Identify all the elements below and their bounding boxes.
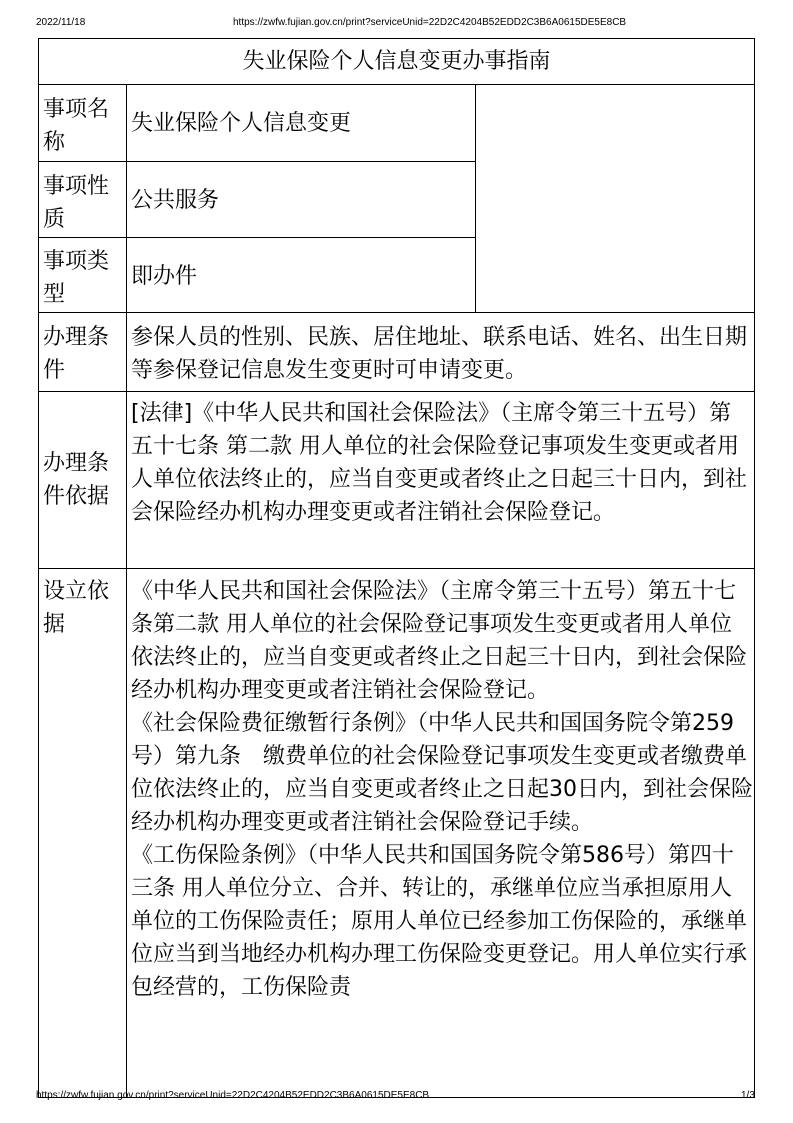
- row-divider: [39, 391, 755, 392]
- field-value-conditions: 参保人员的性别、民族、居住地址、联系电话、姓名、出生日期等参保登记信息发生变更时可申请变更。: [131, 325, 748, 383]
- row-divider: [39, 312, 755, 313]
- field-value-legal-basis: [131, 575, 753, 1004]
- row-divider: [39, 84, 755, 85]
- field-label-legal-basis: 设立依据: [43, 579, 110, 637]
- field-label-item-type: 事项类型: [43, 249, 110, 307]
- field-label-item-name: 事项名称: [43, 97, 110, 155]
- field-label-conditions: 办理条件: [43, 325, 110, 383]
- field-value-item-type: 即办件: [131, 264, 198, 289]
- legal-basis-paragraph: 《社会保险费征缴暂行条例》（中华人民共和国国务院令第259号）第九条 缴费单位的社会保险登记事项发生变更或者缴费单位依法终止的，应当自变更或者终止之日起30日内，到社会保险经办机构办理变更或者注销社会保险登记手续。: [131, 711, 753, 835]
- field-value-item-name: 失业保险个人信息变更: [131, 111, 352, 136]
- column-divider: [475, 84, 476, 313]
- row-divider: [39, 161, 475, 162]
- page-title: 失业保险个人信息变更办事指南: [242, 49, 551, 74]
- row-divider: [39, 568, 755, 569]
- legal-basis-paragraph: 《中华人民共和国社会保险法》（主席令第三十五号）第五十七条第二款 用人单位的社会保险登记事项发生变更或者用人单位依法终止的，应当自变更或者终止之日起三十日内，到社会保险经办机构办理变更或者注销社会保险登记。: [131, 579, 748, 703]
- field-label-item-nature: 事项性质: [43, 174, 110, 232]
- field-label-conditions-basis: 办理条件依据: [43, 451, 110, 509]
- page-number: 1/3: [741, 1090, 755, 1101]
- field-value-item-nature: 公共服务: [131, 188, 220, 213]
- print-url-footer: https://zwfw.fujian.gov.cn/print?serviceUnid=22D2C4204B52EDD2C3B6A0615DE5E8CB: [36, 1090, 430, 1101]
- field-value-conditions-basis: [法律]《中华人民共和国社会保险法》（主席令第三十五号）第五十七条 第二款 用人单位的社会保险登记事项发生变更或者用人单位依法终止的，应当自变更或者终止之日起三十日内，到社会保险经办机构办理变更或者注销社会保险登记。: [131, 401, 748, 525]
- row-divider: [39, 237, 475, 238]
- legal-basis-paragraph: 《工伤保险条例》（中华人民共和国国务院令第586号）第四十三条 用人单位分立、合并、转让的，承继单位应当承担原用人单位的工伤保险责任；原用人单位已经参加工伤保险的，承继单位应当到当地经办机构办理工伤保险变更登记。用人单位实行承包经营的，工伤保险责: [131, 843, 748, 1000]
- column-divider: [126, 84, 127, 1098]
- print-date: 2022/11/18: [36, 17, 86, 28]
- print-url-header: https://zwfw.fujian.gov.cn/print?serviceUnid=22D2C4204B52EDD2C3B6A0615DE5E8CB: [233, 17, 627, 28]
- guide-table: [38, 38, 755, 1098]
